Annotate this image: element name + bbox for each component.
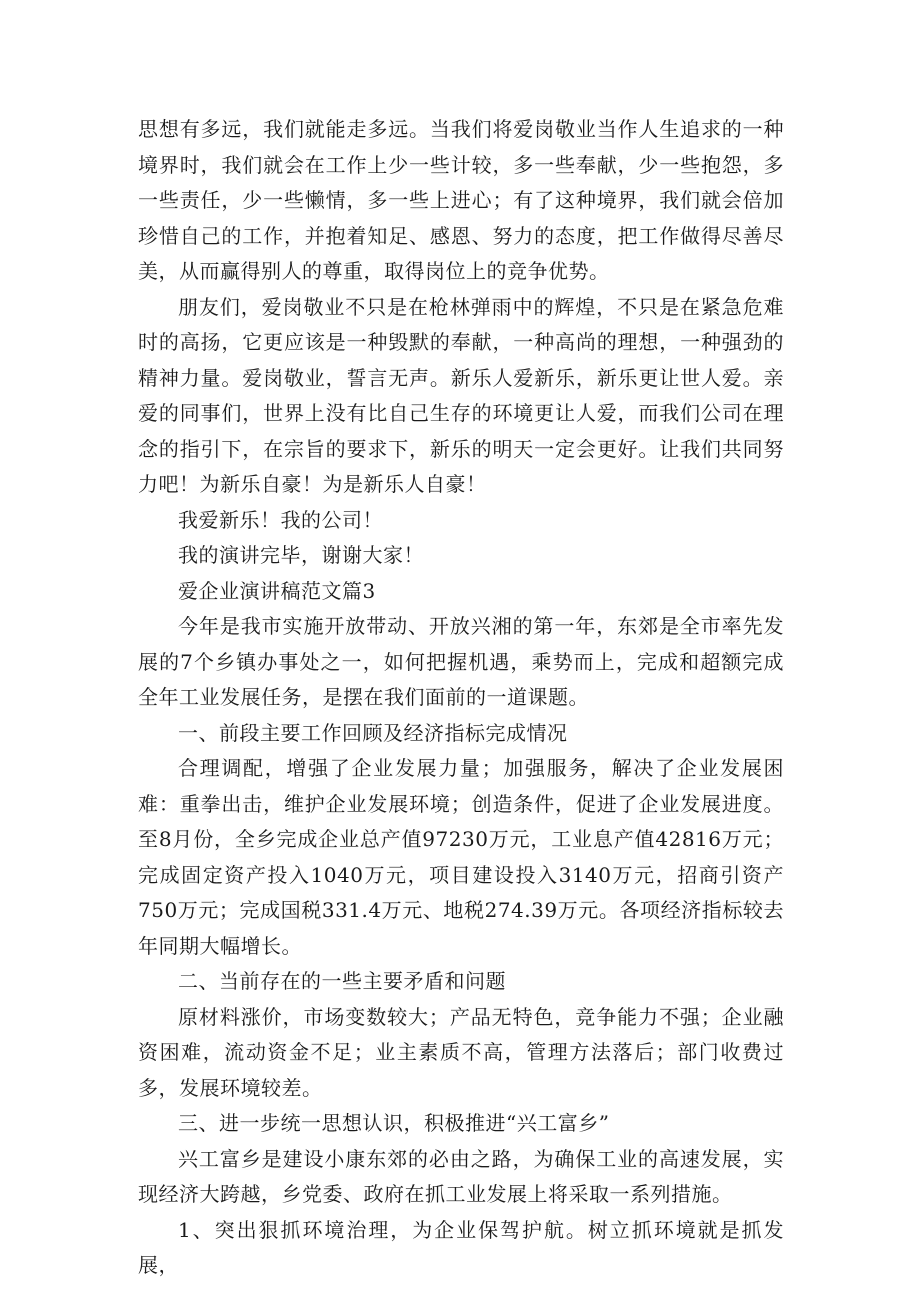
heading-problems: 二、当前存在的一些主要矛盾和问题 [178,969,506,993]
paragraph-intro: 思想有多远，我们就能走多远。当我们将爱岗敬业当作人生追求的一种境界时，我们就会在工作上少一些计较，多一些奉献，少一些抱怨，多一些责任，少一些懒情，多一些上进心；有了这种境界，我们就会倍加珍惜自己的工作，并抱着知足、感恩、努力的态度，把工作做得尽善尽美，从而赢得别人的尊重，取得岗位上的竞争优势。 [138,117,784,283]
section-heading-speech-3: 爱企业演讲稿范文篇3 [178,578,376,603]
paragraph-this-year: 今年是我市实施开放带动、开放兴湘的第一年，东郊是全市率先发展的7个乡镇办事处之一，如何把握机遇，乘势而上，完成和超额完成全年工业发展任务，是摆在我们面前的一道课题。 [138,614,784,709]
paragraph-closing: 我的演讲完毕，谢谢大家！ [178,543,424,567]
paragraph-measure-1: 1、突出狠抓环境治理，为企业保驾护航。树立抓环境就是抓发展， [138,1217,784,1277]
heading-unify-thinking: 三、进一步统一思想认识，积极推进“兴工富乡” [178,1111,610,1135]
paragraph-love-company: 我爱新乐！我的公司！ [178,507,383,532]
paragraph-review-body: 合理调配，增强了企业发展力量；加强服务，解决了企业发展困难：重拳出击，维护企业发展环境；创造条件，促进了企业发展进度。至8月份，全乡完成企业总产值97230万元，工业息产值42816万元；完成固定资产投入1040万元，项目建设投入3140万元，招商引资产750万元；完成国税331.4万元、地税274.39万元。各项经济指标较去年同期大幅增长。 [138,756,784,958]
paragraph-problems-body: 原材料涨价，市场变数较大；产品无特色，竞争能力不强；企业融资困难，流动资金不足；业主素质不高，管理方法落后；部门收费过多，发展环境较差。 [138,1004,784,1100]
heading-review: 一、前段主要工作回顾及经济指标完成情况 [178,720,568,745]
paragraph-unify-body: 兴工富乡是建设小康东郊的必由之路，为确保工业的高速发展，实现经济大跨越，乡党委、政府在抓工业发展上将采取一系列措施。 [138,1146,784,1206]
document-body [138,112,784,1284]
paragraph-friends: 朋友们，爱岗敬业不只是在枪林弹雨中的辉煌，不只是在紧急危难时的高扬，它更应该是一种毁默的奉献，一种高尚的理想，一种强劲的精神力量。爱岗敬业，誓言无声。新乐人爱新乐，新乐更让世人爱。亲爱的同事们，世界上没有比自己生存的环境更让人爱，而我们公司在理念的指引下，在宗旨的要求下，新乐的明天一定会更好。让我们共同努力吧！为新乐自豪！为是新乐人自豪！ [138,294,784,496]
